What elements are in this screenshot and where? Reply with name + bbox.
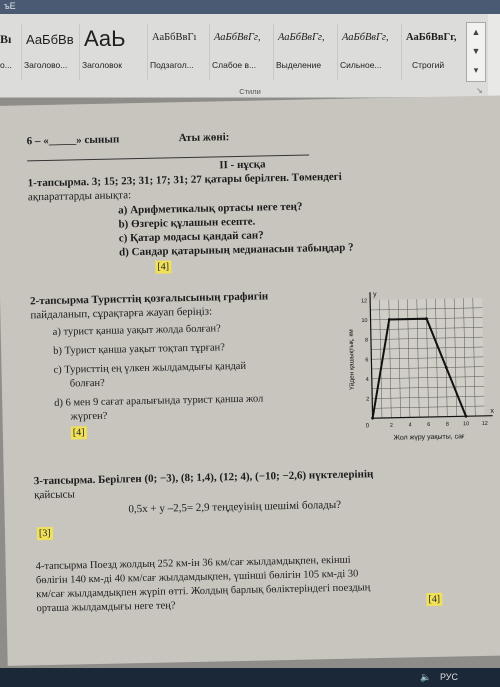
x-tick-label: 12	[481, 420, 488, 427]
style-name: Выделение	[276, 60, 322, 70]
style-sample: АаБбВв	[26, 32, 74, 47]
style-sample: АаБбВвГı	[152, 32, 197, 43]
task2-item-c: c) Туристтің ең үлкен жылдамдығы қандай	[53, 360, 247, 376]
task2-line1: 2-тапсырма Туристтің қозғалысының графигін	[29, 290, 269, 308]
title-bar	[0, 0, 500, 14]
styles-gallery-scroll	[466, 22, 486, 82]
header-divider	[27, 154, 309, 161]
x-tick-label: 8	[445, 421, 450, 428]
taskbar	[0, 668, 500, 687]
style-tile-title[interactable]	[80, 24, 148, 80]
task4-line3: км/сағ жылдамдықпен жүріп өтті. Жолдың барлық бөліктеріндегі поездың	[36, 582, 371, 601]
style-name: Сильное...	[340, 60, 382, 70]
styles-ribbon	[0, 14, 500, 98]
variant-title: ІІ - нұсқа	[219, 158, 266, 172]
task3-line2: қайсысы	[34, 488, 75, 502]
style-tile-emphasis[interactable]	[274, 24, 338, 80]
style-sample: АаБбВвГг,	[406, 32, 457, 43]
task2-item-b: b) Турист қанша уақыт тоқтап тұрған?	[53, 342, 226, 357]
task1-text	[28, 171, 342, 190]
y-tick-label: 8	[364, 337, 369, 344]
y-tick-label: 2	[366, 396, 370, 403]
task2-line2: пайдаланып, сұрақтарға жауап беріңіз:	[30, 305, 213, 322]
more-styles-icon[interactable]: ▾	[473, 65, 479, 75]
task2-item-d-cont: жүрген?	[70, 410, 108, 423]
y-tick-label: 12	[360, 298, 368, 305]
task1-points: [4]	[155, 260, 171, 273]
x-tick-label: 4	[408, 422, 412, 429]
task2-item-c-cont: болған?	[69, 377, 105, 390]
style-sample: АаБбВвГг,	[214, 32, 261, 43]
task2-item-d: d) 6 мен 9 сағат аралығында турист қанша жол	[54, 393, 264, 409]
task3-points: [3]	[37, 527, 53, 540]
task4-points: [4]	[426, 593, 442, 606]
style-name: Строгий	[412, 60, 445, 70]
style-tile-heading[interactable]	[22, 24, 80, 80]
styles-group-label: Стили	[239, 87, 261, 96]
y-tick-label: 4	[365, 376, 369, 383]
y-tick-label: 6	[365, 357, 369, 364]
style-sample: АаБбВвГг,	[278, 32, 325, 43]
task1-line1: 1-тапсырма. 3; 15; 23; 31; 17; 31; 27 қатары берілген. Төмендегі	[27, 170, 342, 190]
task3-equation: 0,5x + y –2,5= 2,9 теңдеуінің шешімі болады?	[128, 498, 342, 516]
task4-line4: орташа жылдамдығы неге тең?	[36, 600, 176, 615]
x-axis-label: Жол жүру уақыты, сағ	[393, 433, 465, 442]
header-name-label: Аты жөні:	[178, 131, 230, 145]
style-name: Слабое в...	[212, 60, 257, 70]
style-sample: Вı	[0, 32, 12, 46]
y-tick-label: 10	[361, 317, 368, 325]
task1-item-c: c) Қатар модасы қандай сан?	[118, 229, 264, 245]
style-tile-intense-emphasis[interactable]	[338, 24, 402, 80]
dialog-launcher-icon[interactable]: ↘	[476, 86, 483, 95]
chart-canvas	[338, 286, 500, 459]
y-axis-label: Үйден қашықтық, км	[347, 329, 357, 390]
task1-item-b: b) Өзгеріс құлашын есепте.	[118, 215, 256, 231]
volume-icon[interactable]: 🔈	[420, 672, 432, 682]
header-class: 6 – «_____» сынып	[26, 133, 120, 148]
document-page	[0, 95, 500, 666]
task1-item-a: a) Арифметикалық ортасы неге тең?	[118, 200, 303, 217]
origin-label: 0	[365, 423, 370, 430]
task1-line2: ақпараттарды анықта:	[27, 189, 132, 204]
style-name: Подзагол...	[150, 60, 194, 70]
task3-line1: 3-тапсырма. Берілген (0; −3), (8; 1,4), (12; 4), (−10; −2,6) нүктелерінің	[33, 468, 374, 488]
style-name: Заголовок	[82, 60, 122, 70]
style-sample: АаЬ	[84, 26, 126, 51]
style-name: Заголово...	[24, 60, 68, 70]
title-bar-text: ъЕ	[4, 1, 16, 11]
task4-line1: 4-тапсырма Поезд жолдың 252 км-ін 36 км/сағ жылдамдықпен, екінші	[35, 554, 351, 573]
style-sample: АаБбВвГг,	[342, 32, 389, 43]
chevron-down-icon[interactable]: ▼	[471, 46, 481, 56]
style-name: о...	[0, 60, 12, 70]
task2-item-a: a) турист қанша уақыт жолда болған?	[52, 323, 221, 338]
style-tile-subtitle[interactable]	[148, 24, 210, 80]
style-tile-subtle-emphasis[interactable]	[210, 24, 274, 80]
y-axis-letter: y	[372, 291, 377, 299]
style-tile-strong[interactable]	[402, 24, 466, 80]
style-tile-normal[interactable]	[0, 24, 22, 80]
x-axis-letter: x	[490, 407, 495, 415]
x-tick-label: 6	[427, 421, 431, 429]
chevron-up-icon[interactable]: ▲	[471, 27, 481, 37]
task3-text	[34, 468, 374, 487]
language-indicator[interactable]: РУС	[440, 672, 459, 682]
task2-points: [4]	[71, 426, 87, 439]
distance-time-chart	[338, 286, 500, 459]
task4-line2: бөлігін 140 км-ді 40 км/сағ жылдамдықпен, үшінші бөлігін 105 км-ді 30	[35, 568, 359, 587]
x-tick-label: 10	[462, 421, 470, 428]
x-tick-label: 2	[389, 422, 394, 429]
task1-item-d: d) Сандар қатарының медианасын табыңдар ?	[118, 241, 354, 259]
